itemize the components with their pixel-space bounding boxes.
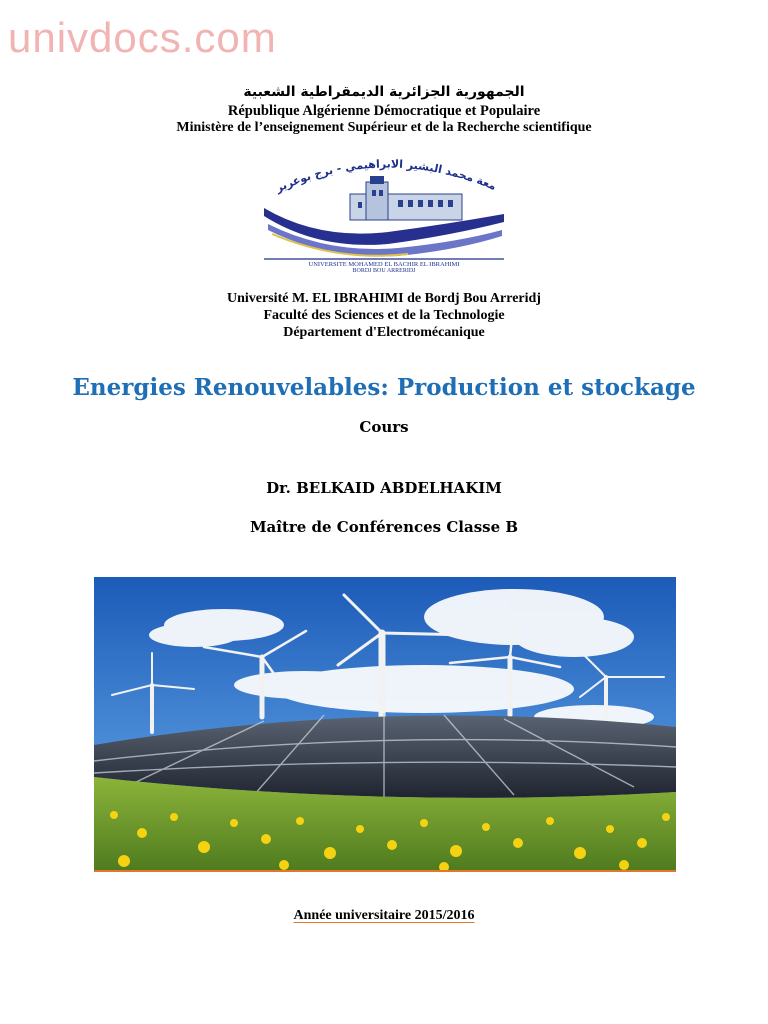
building-icon bbox=[350, 176, 462, 220]
university-logo bbox=[258, 150, 510, 272]
header-republic: République Algérienne Démocratique et Populaire bbox=[227, 103, 541, 119]
logo-line-1: UNIVERSITE MOHAMED EL BACHIR EL IBRAHIMI bbox=[308, 261, 460, 268]
author-rank: Maître de Conférences Classe B bbox=[249, 518, 519, 536]
department-name: Département d'Electromécanique bbox=[283, 325, 485, 340]
header-arabic: الجمهورية الجزائرية الديمقراطية الشعبية bbox=[243, 84, 525, 100]
header-ministry: Ministère de l’enseignement Supérieur et de la Recherche scientifique bbox=[176, 120, 592, 135]
academic-year bbox=[0, 908, 768, 924]
author-name: Dr. BELKAID ABDELHAKIM bbox=[266, 479, 502, 497]
document-title: Energies Renouvelables: Production et stockage bbox=[72, 374, 696, 401]
university-name: Université M. EL IBRAHIMI de Bordj Bou Arreridj bbox=[227, 291, 541, 306]
logo-arabic-arc: معة محمد البشير الابراهيمي - برج بوعرير bbox=[273, 157, 499, 195]
academic-year-text: Année universitaire 2015/2016 bbox=[293, 908, 475, 923]
watermark: univdocs.com bbox=[8, 14, 277, 61]
faculty-name: Faculté des Sciences et de la Technologie bbox=[263, 308, 505, 323]
document-type: Cours bbox=[359, 418, 409, 436]
logo-line-2: BORDJ BOU ARRERIDJ bbox=[352, 268, 416, 272]
cover-image bbox=[94, 577, 676, 872]
